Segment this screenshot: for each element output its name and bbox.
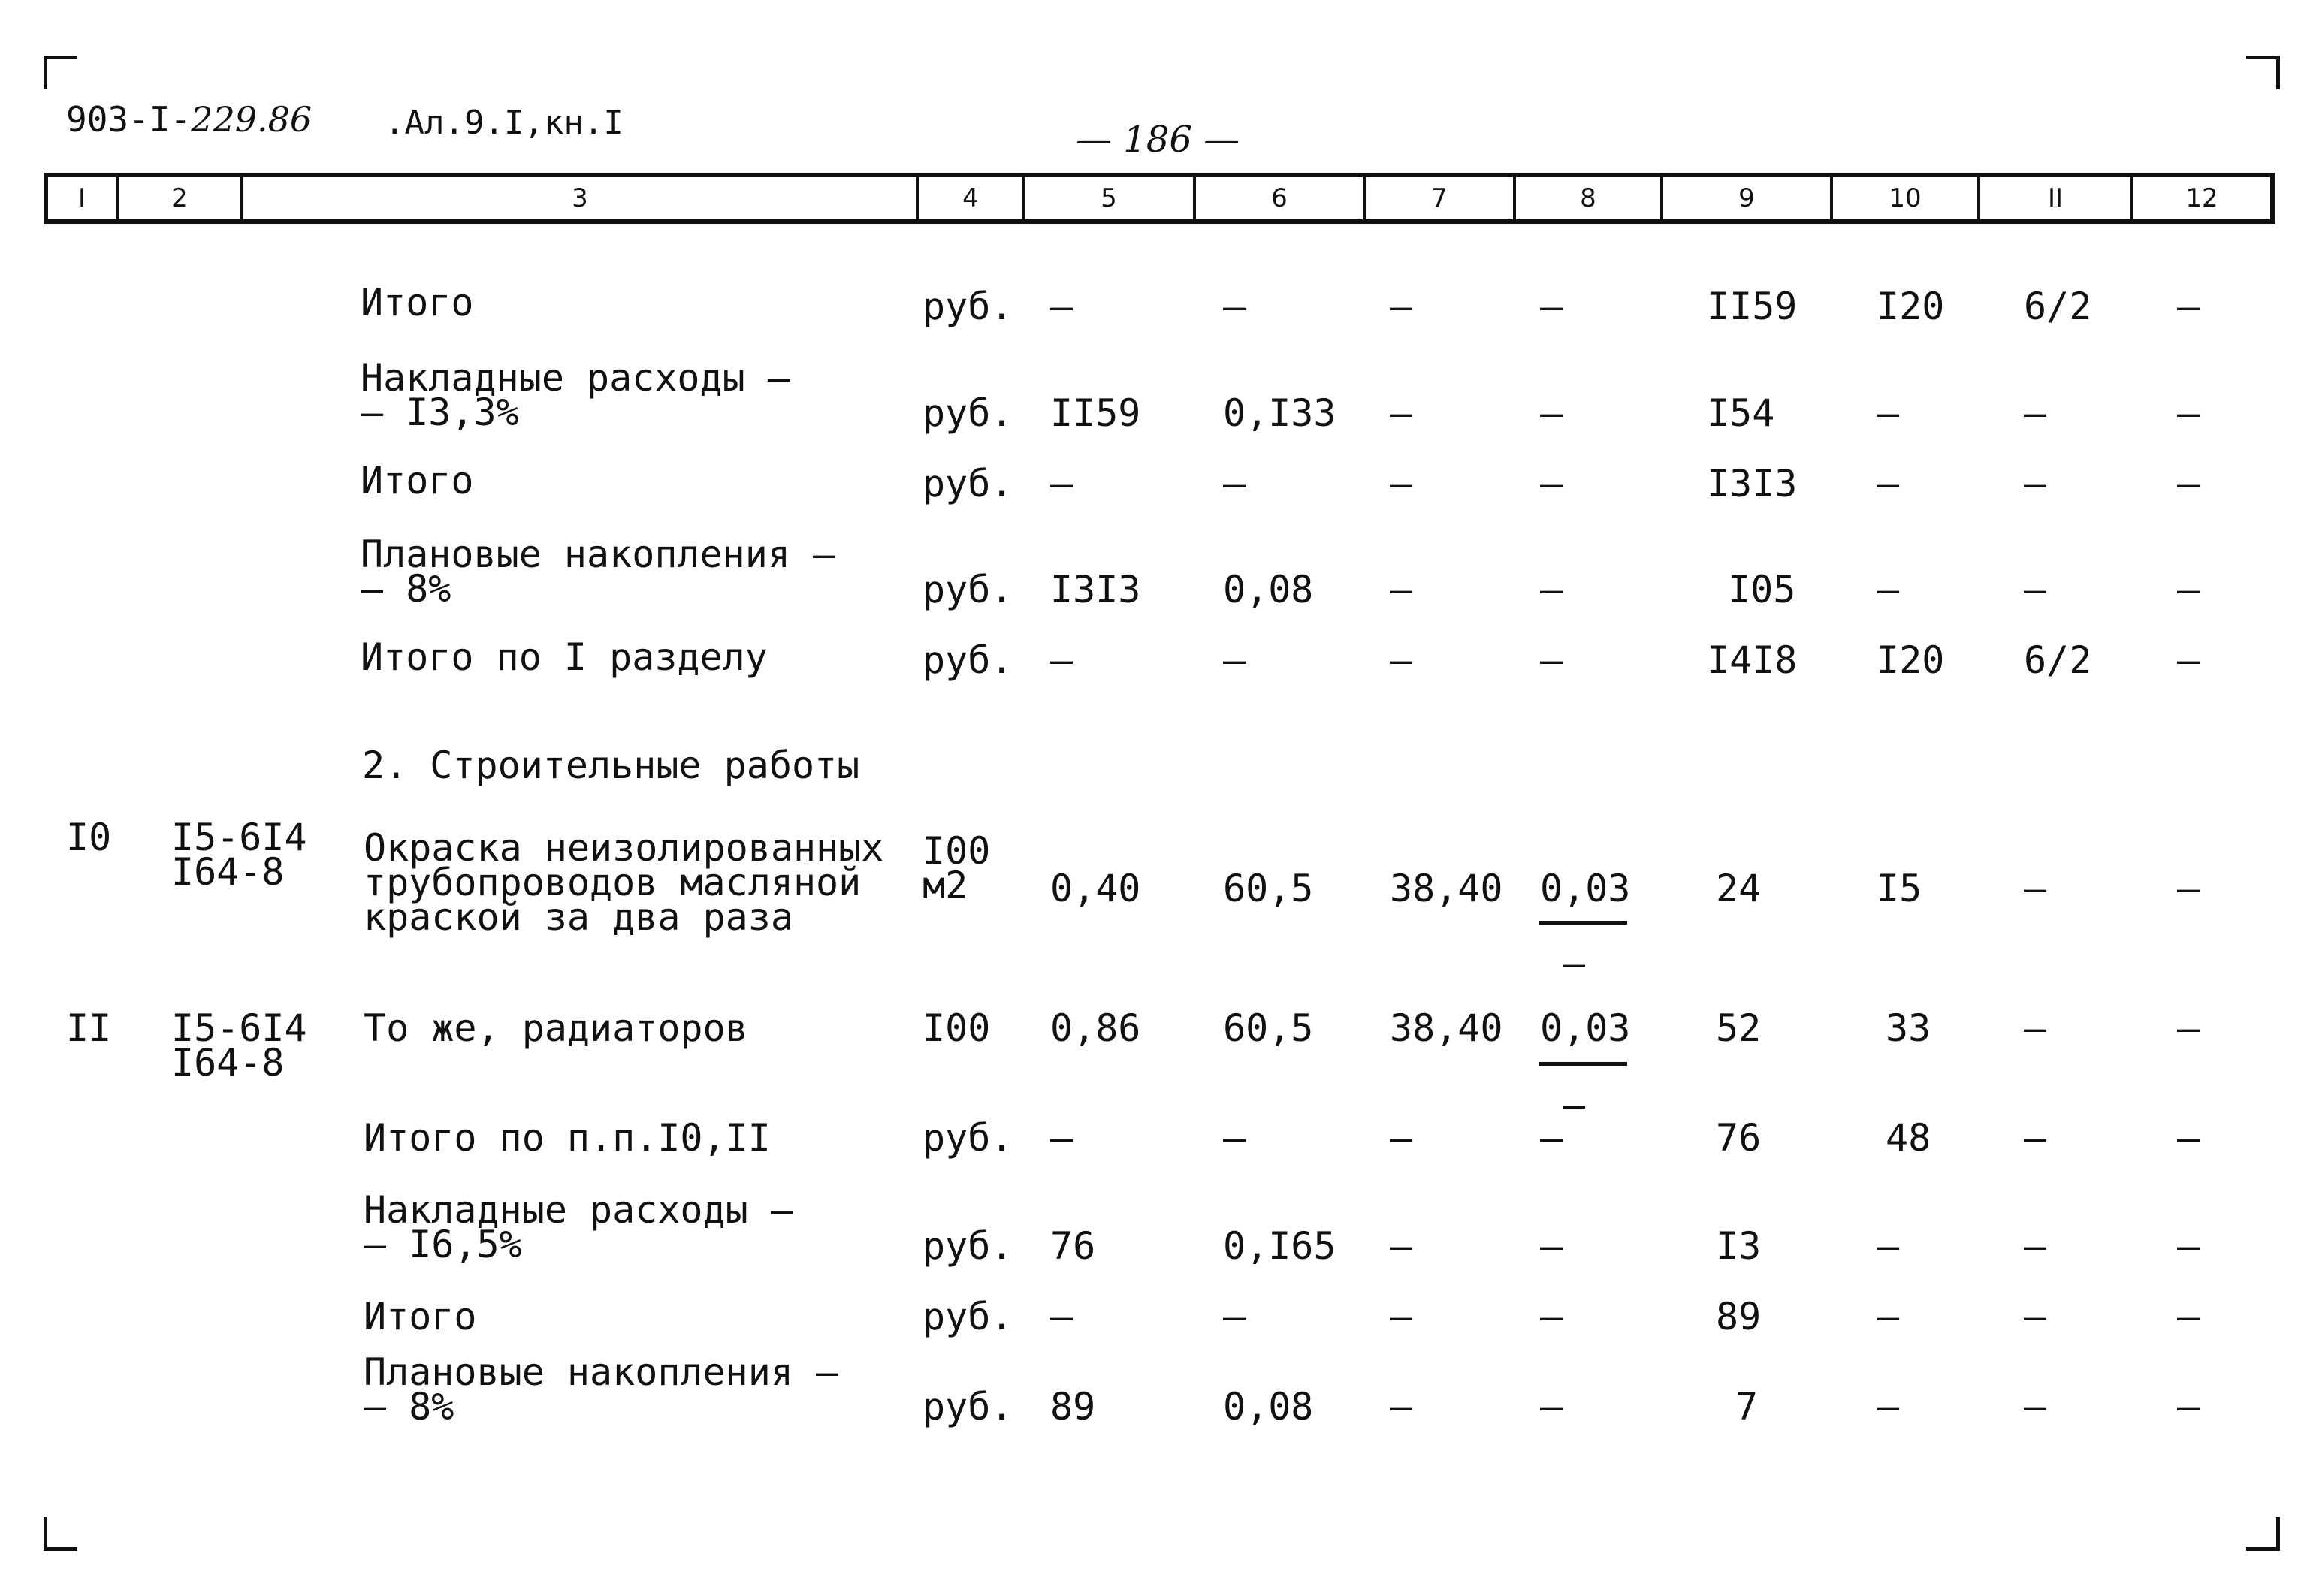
column-header-11: II — [1977, 177, 2130, 219]
cell-col11: – — [2024, 1385, 2047, 1429]
row-number: I0 — [66, 816, 112, 859]
cell-col5: II59 — [1050, 391, 1141, 435]
cell-col8: – — [1540, 1295, 1563, 1338]
cell-col6: – — [1223, 1116, 1246, 1160]
cell-col9: 89 — [1716, 1295, 1762, 1338]
cell-col12: – — [2177, 462, 2200, 505]
cell-col9: I4I8 — [1707, 638, 1798, 682]
cell-col9: 76 — [1716, 1116, 1762, 1160]
document-code-prefix: 903-I- — [66, 99, 192, 140]
cell-col6: – — [1223, 638, 1246, 682]
cell-col5: – — [1050, 638, 1073, 682]
row-unit: I00 — [922, 1006, 991, 1050]
cell-col5: 0,86 — [1050, 1006, 1141, 1050]
cell-col8: – — [1540, 638, 1563, 682]
row-description: Итого — [361, 459, 474, 502]
row-description: Накладные расходы – – I6,5% — [364, 1188, 793, 1266]
row-description: Итого — [364, 1295, 477, 1338]
cell-col9: II59 — [1707, 285, 1798, 328]
cell-col7: – — [1390, 1385, 1413, 1429]
row-description: Окраска неизолированных трубопроводов масляной краской за два раза — [364, 826, 884, 939]
cell-col10: I5 — [1877, 867, 1922, 910]
row-unit: руб. — [922, 568, 1013, 611]
cell-col12: – — [2177, 1385, 2200, 1429]
section-heading: 2. Строительные работы — [362, 744, 860, 787]
cell-col10: – — [1877, 1295, 1900, 1338]
row-description: Плановые накопления – – 8% — [364, 1350, 839, 1429]
column-header-4: 4 — [916, 177, 1022, 219]
cell-col6: 0,08 — [1223, 568, 1314, 611]
row-description: Накладные расходы – – I3,3% — [361, 356, 790, 434]
cell-col11: 6/2 — [2024, 638, 2092, 682]
row-unit: руб. — [922, 1295, 1013, 1338]
cell-col7: – — [1390, 285, 1413, 328]
cell-col7: – — [1390, 1116, 1413, 1160]
column-header-10: 10 — [1830, 177, 1977, 219]
column-header-1: I — [77, 183, 86, 213]
cell-col10: – — [1877, 391, 1900, 435]
cell-col6: 60,5 — [1223, 867, 1314, 910]
row-number: II — [66, 1006, 112, 1050]
cell-col7: – — [1390, 391, 1413, 435]
corner-mark-bottom-right — [2246, 1517, 2280, 1551]
cell-col7: – — [1390, 1224, 1413, 1268]
cell-col12: – — [2177, 867, 2200, 910]
cell-col5: – — [1050, 462, 1073, 505]
row-description: Плановые накопления – – 8% — [361, 533, 836, 611]
cell-col7: 38,40 — [1390, 1006, 1503, 1050]
cell-col7: – — [1390, 638, 1413, 682]
document-code-handwritten: 229.86 — [191, 99, 313, 140]
cell-col8: – — [1540, 1385, 1563, 1429]
cell-col8: – — [1540, 462, 1563, 505]
cell-col8-denominator: – — [1563, 942, 1586, 985]
row-unit: руб. — [922, 462, 1013, 505]
cell-col8: – — [1540, 285, 1563, 328]
cell-col7: – — [1390, 1295, 1413, 1338]
column-header-5: 5 — [1022, 177, 1193, 219]
column-header-12: 12 — [2130, 177, 2270, 219]
cell-col8: – — [1540, 1224, 1563, 1268]
cell-col6: 0,I65 — [1223, 1224, 1336, 1268]
cell-col10: – — [1877, 1224, 1900, 1268]
cell-col10: – — [1877, 462, 1900, 505]
cell-col10: 48 — [1886, 1116, 1931, 1160]
row-unit: руб. — [922, 285, 1013, 328]
cell-col12: – — [2177, 1006, 2200, 1050]
cell-col11: – — [2024, 1224, 2047, 1268]
cell-col10: – — [1877, 568, 1900, 611]
cell-col9: I3 — [1716, 1224, 1762, 1268]
cell-col9: I54 — [1707, 391, 1775, 435]
row-unit: руб. — [922, 391, 1013, 435]
cell-col7: – — [1390, 568, 1413, 611]
row-unit: руб. — [922, 638, 1013, 682]
cell-col6: – — [1223, 462, 1246, 505]
cell-col9: I3I3 — [1707, 462, 1798, 505]
cell-col11: – — [2024, 462, 2047, 505]
cell-col12: – — [2177, 285, 2200, 328]
cell-col5: – — [1050, 1116, 1073, 1160]
row-unit: руб. — [922, 1385, 1013, 1429]
cell-col9: 24 — [1716, 867, 1762, 910]
cell-col6: 0,I33 — [1223, 391, 1336, 435]
cell-col8: 0,03 — [1540, 1006, 1631, 1050]
cell-col10: 33 — [1886, 1006, 1931, 1050]
cell-col6: 0,08 — [1223, 1385, 1314, 1429]
page-number: — 186 — — [1076, 119, 1240, 161]
cell-col8: – — [1540, 568, 1563, 611]
cell-col11: – — [2024, 391, 2047, 435]
row-description: Итого — [361, 281, 474, 324]
cell-col11: – — [2024, 1116, 2047, 1160]
cell-col5: – — [1050, 1295, 1073, 1338]
corner-mark-top-right — [2246, 56, 2280, 89]
cell-col6: – — [1223, 285, 1246, 328]
cell-col7: – — [1390, 462, 1413, 505]
corner-mark-top-left — [44, 56, 77, 89]
cell-col8: 0,03 — [1540, 867, 1631, 910]
cell-col5: 76 — [1050, 1224, 1096, 1268]
cell-col11: – — [2024, 568, 2047, 611]
cell-col12: – — [2177, 568, 2200, 611]
cell-col9: 52 — [1716, 1006, 1762, 1050]
row-description: То же, радиаторов — [364, 1006, 748, 1050]
row-unit: руб. — [922, 1224, 1013, 1268]
row-unit: руб. — [922, 1116, 1013, 1160]
cell-col12: – — [2177, 1116, 2200, 1160]
cell-col12: – — [2177, 1224, 2200, 1268]
document-code — [66, 99, 312, 140]
column-header-3: 3 — [240, 177, 916, 219]
cell-col10: – — [1877, 1385, 1900, 1429]
cell-col8-denominator: – — [1563, 1083, 1586, 1127]
row-code: I5-6I4 I64-8 — [171, 1006, 307, 1085]
cell-col5: 89 — [1050, 1385, 1096, 1429]
cell-col6: 60,5 — [1223, 1006, 1314, 1050]
cell-col5: 0,40 — [1050, 867, 1141, 910]
cell-col11: 6/2 — [2024, 285, 2092, 328]
cell-col11: – — [2024, 867, 2047, 910]
column-header-2: 2 — [116, 177, 240, 219]
row-description: Итого по I разделу — [361, 635, 768, 679]
cell-col12: – — [2177, 1295, 2200, 1338]
cell-col10: I20 — [1877, 638, 1945, 682]
column-header-8: 8 — [1513, 177, 1660, 219]
cell-col11: – — [2024, 1295, 2047, 1338]
cell-col6: – — [1223, 1295, 1246, 1338]
column-header-9: 9 — [1660, 177, 1830, 219]
cell-col12: – — [2177, 391, 2200, 435]
cell-col9: I05 — [1728, 568, 1796, 611]
row-description: Итого по п.п.I0,II — [364, 1116, 771, 1160]
cell-col5: – — [1050, 285, 1073, 328]
column-header-bar — [44, 173, 2275, 224]
fraction-line — [1539, 1062, 1627, 1066]
document-reference: .Ал.9.I,кн.I — [385, 104, 624, 142]
column-header-6: 6 — [1193, 177, 1363, 219]
cell-col8: – — [1540, 1116, 1563, 1160]
cell-col5: I3I3 — [1050, 568, 1141, 611]
cell-col7: 38,40 — [1390, 867, 1503, 910]
cell-col11: – — [2024, 1006, 2047, 1050]
row-unit: I00 м2 — [922, 829, 991, 907]
cell-col12: – — [2177, 638, 2200, 682]
row-code: I5-6I4 I64-8 — [171, 816, 307, 894]
fraction-line — [1539, 921, 1627, 925]
cell-col9: 7 — [1735, 1385, 1759, 1429]
cell-col10: I20 — [1877, 285, 1945, 328]
cell-col8: – — [1540, 391, 1563, 435]
column-header-7: 7 — [1363, 177, 1513, 219]
corner-mark-bottom-left — [44, 1517, 77, 1551]
